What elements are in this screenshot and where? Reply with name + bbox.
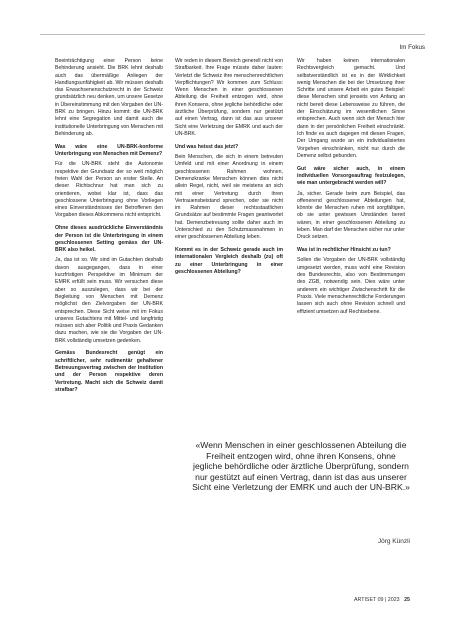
page-footer bbox=[300, 597, 410, 603]
interview-question: Gemäss Bundesrecht genügt ein schriftlicher, sehr rudimentär gehaltener Betreuungsvertrag zwischen der Institution und der Person respektive deren Vertretung. Macht sich die Schweiz damit strafbar? bbox=[55, 350, 163, 393]
interview-question: Gut wäre sicher auch, in einem individuellen Vorsorgeauftrag festzulegen, wie man untergebracht werden will? bbox=[297, 165, 405, 187]
interview-question: Was wäre eine UN-BRK-konforme Unterbringung von Menschen mit Demenz? bbox=[55, 143, 163, 158]
body-paragraph: Für die UN-BRK steht die Autonomie respektive der Grundsatz der so weit möglich freien Wahl der Person an erster Stelle. An dieser Richtschnur hat man sich zu orientieren, wobei klar ist, dass das geschlossene Unterbringung ohne Vorliegen eines Einverständnisses der Betroffenen den Vorgaben dieses Abkommens nicht entspricht. bbox=[55, 161, 163, 219]
interview-question: Und was heisst das jetzt? bbox=[175, 143, 239, 150]
interview-question: Kommt es in der Schweiz gerade auch im internationalen Vergleich deshalb (zu) oft zu einer Unterbringung in einer geschlossenen Abteilung? bbox=[175, 247, 283, 276]
body-paragraph: Beeinträchtigung einer Person keine Behinderung ansieht. Die BRK lehnt deshalb auch das übermäßige Anliegen der Handlungsunfähigkeit ab. Wir müssen deshalb das Erwachsenenschutzrecht in der Schweiz grundsätzlich neu denken, um unsere Gesetze in Übereinstimmung mit den Vorgaben der UN-BRK zu bringen. Hinzu kommt: die UN-BRK lehnt eine Segregation und damit auch die institutionelle Unterbringung von Menschen mit Behinderung ab. bbox=[55, 58, 163, 137]
body-paragraph: Bein Menschen, die sich in einem betreuten Umfeld und mit einer Anordnung in einem geschlossenen Rahmen wohnen, Demenzkranke Menschen können dies nicht allein Regel, nicht, weil sie meistens an sich mit einer Vertretung durch ihren Vertrauensbeistand sprechen, oder sie nicht im Rahmen dieser rechtsstaatlichen Grundsätze auf bestimmte Fragen geantwortet hat. Demenzbetreuung sollte daher auch im Unterschied zu den Schutzmassnahmen in einer geschlossenen Abteilung leben. bbox=[175, 154, 283, 241]
section-label: Im Fokus bbox=[399, 44, 425, 51]
body-paragraph: Ja, das ist so. Wir sind im Gutachten deshalb davon ausgegangen, dass in einer kurzfristigen Perspektive im Minimum der EMRK erfüllt sein muss. Wir versuchen diese aber so auszulegen, dass wir bei der Begleitung von Menschen mit Demenz möglichst den Zielvorgaben der UN-BRK entsprechen. Diese Sicht weise mit im Fokus unseres Gutachtens mit Mittel- und langfristig müssen sich aber Politik und Praxis Gedanken dazu machen, wie sie die Vorgaben der UN-BRK vollständig umsetzen gedenken. bbox=[55, 257, 163, 344]
top-rule bbox=[40, 34, 425, 35]
body-paragraph: Ja, sicher. Gerade beim zum Beispiel, das offenerend geschlossener Abteilungen hat, könnte die Menschen ruhen mit sorgfältigen, ob sie unter gewissen Umständen bereit wären, in einer geschlossenen Abteilung zu leben. Man darf der Menschen sicher nur unter Druck setzen. bbox=[297, 190, 405, 241]
pull-quote-author: Jörg Künzli bbox=[377, 538, 410, 545]
publication-name: ARTISET 09 | 2023 bbox=[353, 597, 400, 603]
text-column-1 bbox=[55, 58, 163, 397]
interview-question: Ohne dieses ausdrückliche Einverständnis der Person ist die Unterbringung in einem geschlossenen Setting gemäss der UN-BRK also heikel. bbox=[55, 225, 163, 254]
body-paragraph: Wir reden in diesem Bereich generell nicht von Strafbarkeit. Ihre Frage müsste daher lauten: Verletzt die Schweiz ihre menschenrechtlichen Verpflichtungen? Wir kommen zum Schluss: Wenn Menschen in einer geschlossenen Abteilung die Freiheit entzogen wird, ohne ihren Konsens, ohne jegliche behördliche oder ärztliche Überprüfung, sondern nur gestützt auf einen Vertrag, dann ist das aus unserer Sicht eine Verletzung der EMRK und auch der UN-BRK. bbox=[175, 58, 283, 137]
interview-question: Was ist in rechtlicher Hinsicht zu tun? bbox=[297, 247, 391, 254]
body-paragraph: Sollen die Vorgaben der UN-BRK vollständig umgesetzt werden, muss wohl eine Revision des Bundesrechts, also von Bestimmungen des ZGB, notwendig sein. Dies wäre unter anderem ein wichtiger Zwischenschritt für die Praxis. Viele menschenrechtliche Forderungen lassen sich auch ohne Revision schnell und effizient umsetzen auf Rechtsebene. bbox=[297, 257, 405, 315]
text-column-3 bbox=[297, 58, 405, 321]
page-number: 25 bbox=[404, 597, 410, 603]
body-paragraph: Wir haben keinen internationalen Rechtsvergleich gemacht. Und selbstverständlich ist es in der Wirklichkeit wenig Menschen die bei der Umsetzung ihrer Schritte und unsere Arbeit ein gutes Beispiel: diese Menschen sind jenseits von Anfang an nicht bereit diese Lebensweise zu führen, die der Einschätzung im wesentlichen Sinne entsprechen. Auch wenn sich der Mensch hier dann in der persönlichen Freiheit einschränkt. Ich finde es auch dagegen mit diesen Fragen, Der Umgang wurde an ein individualisiertes Vorgehen einschränken, nicht nur durch die Demenz selbst gebunden. bbox=[297, 58, 405, 159]
pull-quote: «Wenn Menschen in einer geschlossenen Abteilung die Freiheit entzogen wird, ohne ihren Konsens, ohne jegliche behördliche oder ärztliche Überprüfung, sondern nur gestützt auf einen Vertrag, dann ist das aus unserer Sicht eine Verletzung der EMRK und auch der UN-BRK.» bbox=[192, 440, 410, 493]
text-column-2 bbox=[175, 58, 283, 279]
